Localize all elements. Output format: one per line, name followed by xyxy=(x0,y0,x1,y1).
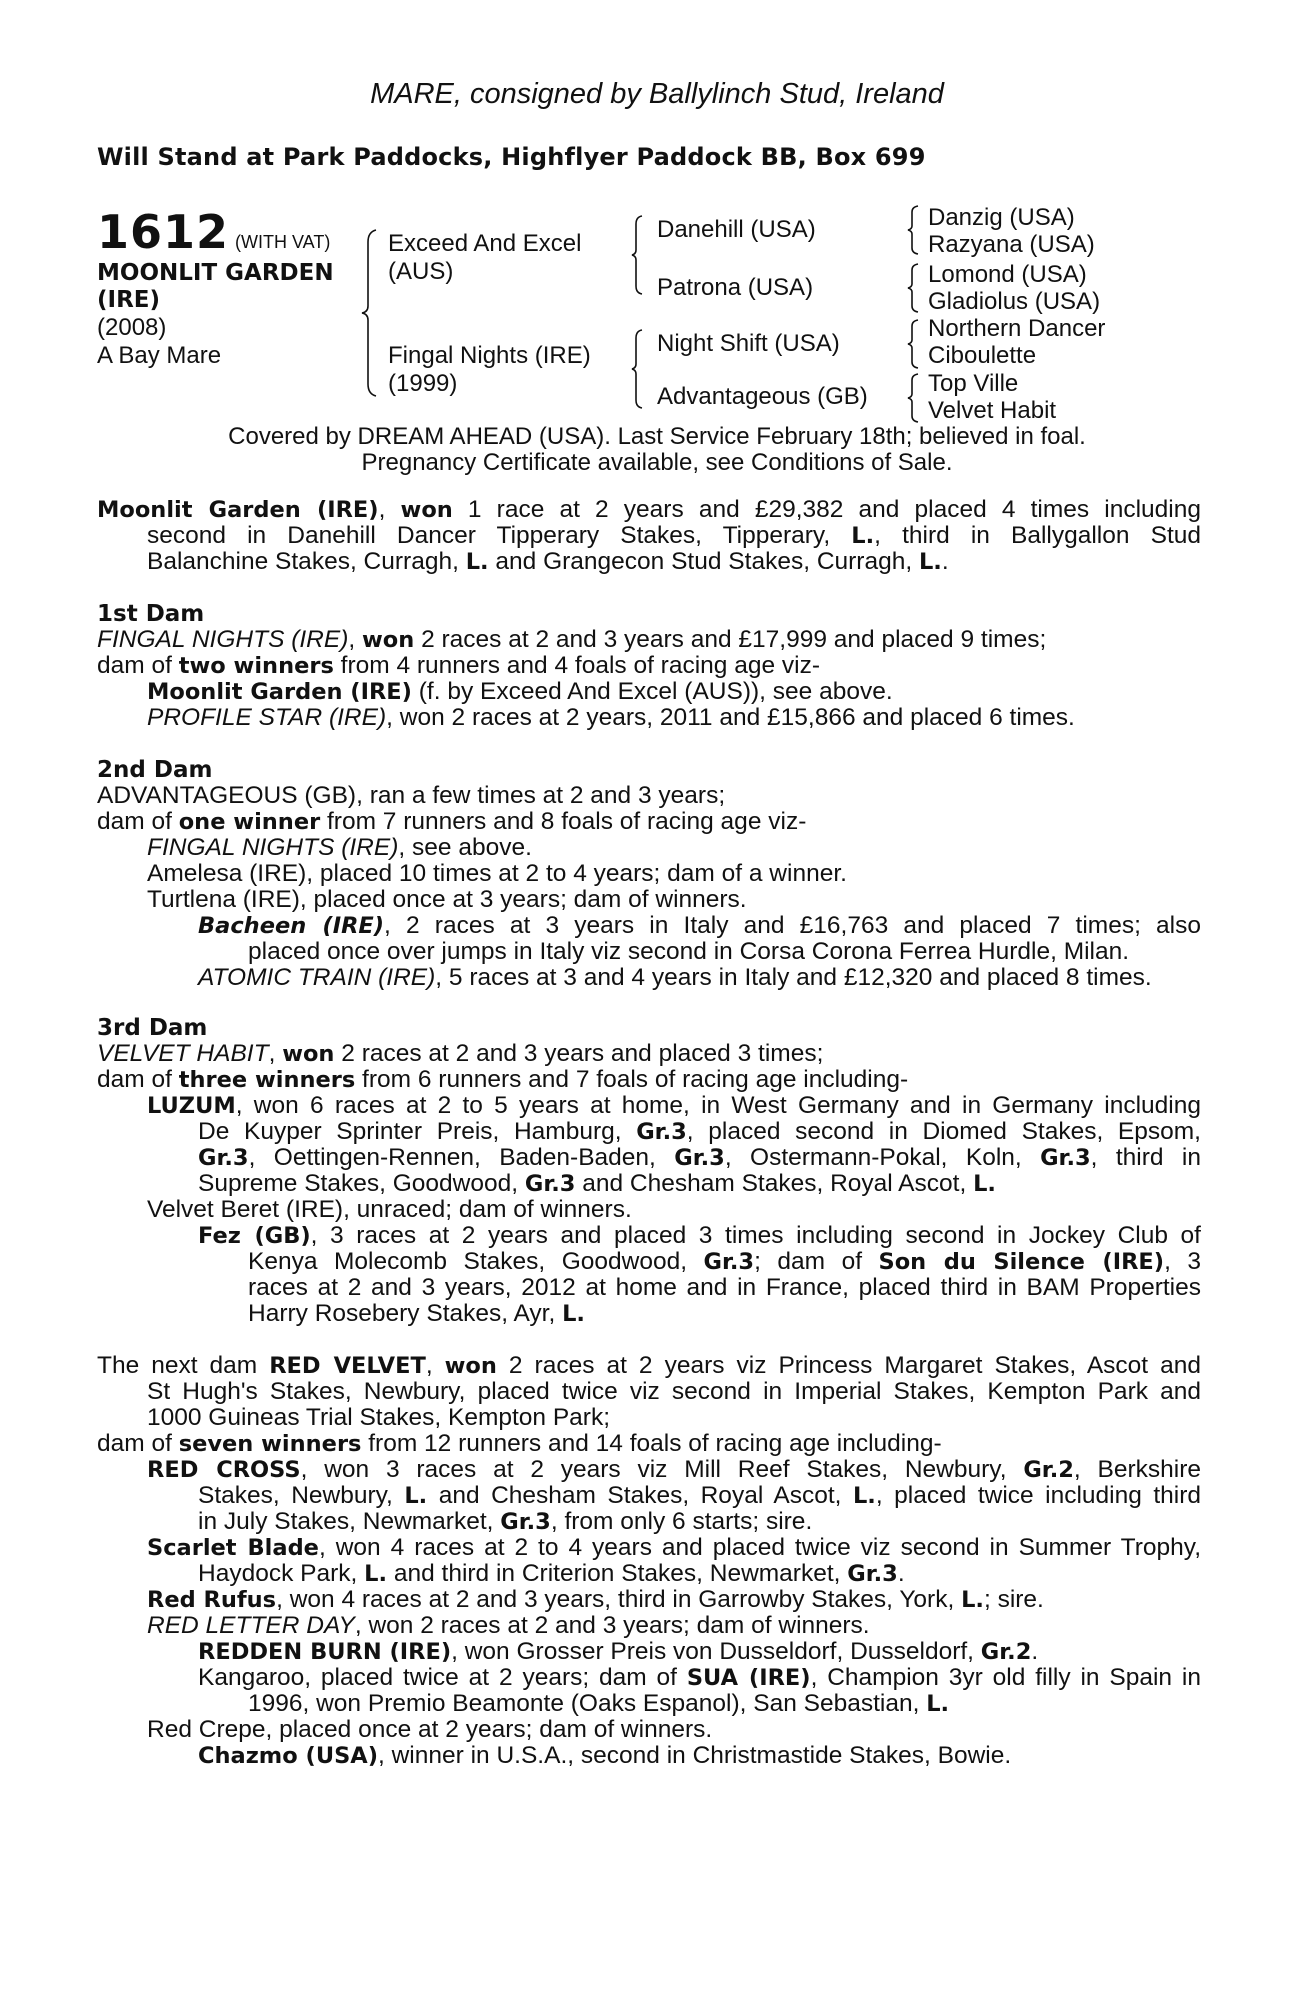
dam-dam: Advantageous (GB) xyxy=(657,383,868,410)
heading-2nd-dam: 2nd Dam xyxy=(97,757,213,783)
produce-line: De Kuyper Sprinter Preis, Hamburg, Gr.3, placed second in Diomed Stakes, Epsom, xyxy=(198,1118,1201,1145)
heading-1st-dam: 1st Dam xyxy=(97,601,205,627)
covered-by: Covered by DREAM AHEAD (USA). Last Service February 18th; believed in foal. xyxy=(228,423,1086,450)
next-dam-line: 1000 Guineas Trial Stakes, Kempton Park; xyxy=(147,1404,611,1431)
pedigree-brace-dam xyxy=(630,328,644,410)
dam-record-line: dam of three winners from 6 runners and 7 foals of racing age including- xyxy=(97,1066,909,1093)
produce-line: Kangaroo, placed twice at 2 years; dam of SUA (IRE), Champion 3yr old filly in Spain in xyxy=(198,1664,1201,1691)
dam-name: Fingal Nights (IRE) xyxy=(388,342,591,369)
foaling-year: (2008) xyxy=(97,314,167,341)
produce-line: Scarlet Blade, won 4 races at 2 to 4 years and placed twice viz second in Summer Trophy, xyxy=(147,1534,1201,1561)
ped-dsd: Ciboulette xyxy=(928,342,1037,369)
pedigree-brace-main xyxy=(360,228,380,398)
ped-sds: Lomond (USA) xyxy=(928,261,1087,288)
horse-name-line2: (IRE) xyxy=(97,287,161,313)
produce-line: Chazmo (USA), winner in U.S.A., second in Christmastide Stakes, Bowie. xyxy=(198,1742,1012,1769)
ped-dds: Top Ville xyxy=(928,370,1019,397)
next-dam-line: dam of seven winners from 12 runners and 14 foals of racing age including- xyxy=(97,1430,942,1457)
dam-record-line: dam of two winners from 4 runners and 4 foals of racing age viz- xyxy=(97,652,821,679)
produce-line: RED LETTER DAY, won 2 races at 2 and 3 years; dam of winners. xyxy=(147,1612,870,1639)
produce-line: ATOMIC TRAIN (IRE), 5 races at 3 and 4 years in Italy and £12,320 and placed 8 times. xyxy=(198,964,1152,991)
vat-note: (WITH VAT) xyxy=(235,232,331,252)
lot-number-block xyxy=(97,205,330,259)
lot-number: 1612 xyxy=(97,205,230,259)
dam-record-line: dam of one winner from 7 runners and 8 foals of racing age viz- xyxy=(97,808,807,835)
pedigree-brace-dd xyxy=(906,372,920,424)
produce-line: Stakes, Newbury, L. and Chesham Stakes, Royal Ascot, L., placed twice including third xyxy=(198,1482,1201,1509)
produce-line: Fez (GB), 3 races at 2 years and placed 3 times including second in Jockey Club of xyxy=(198,1222,1201,1249)
race-record-line: second in Danehill Dancer Tipperary Stakes, Tipperary, L., third in Ballygallon Stud xyxy=(147,522,1201,549)
produce-line: Red Crepe, placed once at 2 years; dam of winners. xyxy=(147,1716,713,1743)
ped-sdd: Gladiolus (USA) xyxy=(928,288,1101,315)
produce-line: Harry Rosebery Stakes, Ayr, L. xyxy=(248,1300,585,1327)
next-dam-line: St Hugh's Stakes, Newbury, placed twice viz second in Imperial Stakes, Kempton Park and xyxy=(147,1378,1201,1405)
sire-sire: Danehill (USA) xyxy=(657,216,816,243)
produce-line: races at 2 and 3 years, 2012 at home and in France, placed third in BAM Properties xyxy=(248,1274,1201,1301)
next-dam-line: The next dam RED VELVET, won 2 races at 2 years viz Princess Margaret Stakes, Ascot and xyxy=(97,1352,1202,1379)
produce-line: PROFILE STAR (IRE), won 2 races at 2 years, 2011 and £15,866 and placed 6 times. xyxy=(147,704,1075,731)
dam-record-line: VELVET HABIT, won 2 races at 2 and 3 years and placed 3 times; xyxy=(97,1040,824,1067)
produce-line: FINGAL NIGHTS (IRE), see above. xyxy=(147,834,532,861)
stand-location: Will Stand at Park Paddocks, Highflyer Paddock BB, Box 699 xyxy=(97,143,926,171)
produce-line: Red Rufus, won 4 races at 2 and 3 years, third in Garrowby Stakes, York, L.; sire. xyxy=(147,1586,1044,1613)
heading-3rd-dam: 3rd Dam xyxy=(97,1015,208,1041)
produce-line: Kenya Molecomb Stakes, Goodwood, Gr.3; dam of Son du Silence (IRE), 3 xyxy=(248,1248,1201,1275)
produce-line: REDDEN BURN (IRE), won Grosser Preis von Dusseldorf, Dusseldorf, Gr.2. xyxy=(198,1638,1039,1665)
sire-name: Exceed And Excel xyxy=(388,230,582,257)
sire-country: (AUS) xyxy=(388,258,454,285)
ped-ddd: Velvet Habit xyxy=(928,397,1057,424)
pregnancy-note: Pregnancy Certificate available, see Conditions of Sale. xyxy=(361,449,953,476)
ped-ssd: Razyana (USA) xyxy=(928,231,1095,258)
dam-sire: Night Shift (USA) xyxy=(657,330,840,357)
dam-record-line: ADVANTAGEOUS (GB), ran a few times at 2 and 3 years; xyxy=(97,782,726,809)
consignor-title: MARE, consigned by Ballylinch Stud, Ireland xyxy=(370,78,944,110)
race-record-line: Balanchine Stakes, Curragh, L. and Grangecon Stud Stakes, Curragh, L.. xyxy=(147,548,949,575)
ped-dss: Northern Dancer xyxy=(928,315,1106,342)
produce-line: Haydock Park, L. and third in Criterion Stakes, Newmarket, Gr.3. xyxy=(198,1560,905,1587)
ped-sss: Danzig (USA) xyxy=(928,204,1075,231)
produce-line: RED CROSS, won 3 races at 2 years viz Mill Reef Stakes, Newbury, Gr.2, Berkshire xyxy=(147,1456,1202,1483)
dam-record-line: FINGAL NIGHTS (IRE), won 2 races at 2 and 3 years and £17,999 and placed 9 times; xyxy=(97,626,1047,653)
produce-line: Turtlena (IRE), placed once at 3 years; dam of winners. xyxy=(147,886,747,913)
produce-line: Amelesa (IRE), placed 10 times at 2 to 4 years; dam of a winner. xyxy=(147,860,847,887)
race-record-line: Moonlit Garden (IRE), won 1 race at 2 years and £29,382 and placed 4 times including xyxy=(97,496,1201,523)
produce-line: Moonlit Garden (IRE) (f. by Exceed And Excel (AUS)), see above. xyxy=(147,678,893,705)
horse-description: A Bay Mare xyxy=(97,342,222,369)
produce-line: Supreme Stakes, Goodwood, Gr.3 and Chesham Stakes, Royal Ascot, L. xyxy=(198,1170,996,1197)
horse-name-line1: MOONLIT GARDEN xyxy=(97,260,334,286)
produce-line: 1996, won Premio Beamonte (Oaks Espanol), San Sebastian, L. xyxy=(248,1690,950,1717)
pedigree-brace-ds xyxy=(906,318,920,370)
produce-line: Gr.3, Oettingen-Rennen, Baden-Baden, Gr.3, Ostermann-Pokal, Koln, Gr.3, third in xyxy=(198,1144,1201,1171)
produce-line: Velvet Beret (IRE), unraced; dam of winners. xyxy=(147,1196,632,1223)
dam-year: (1999) xyxy=(388,370,458,397)
pedigree-brace-ss xyxy=(906,204,920,256)
produce-line: LUZUM, won 6 races at 2 to 5 years at home, in West Germany and in Germany including xyxy=(147,1092,1201,1119)
pedigree-brace-sd xyxy=(906,262,920,314)
pedigree-brace-sire xyxy=(630,214,644,296)
produce-line: Bacheen (IRE), 2 races at 3 years in Italy and £16,763 and placed 7 times; also xyxy=(198,912,1201,939)
sire-dam: Patrona (USA) xyxy=(657,274,814,301)
produce-line: in July Stakes, Newmarket, Gr.3, from only 6 starts; sire. xyxy=(198,1508,813,1535)
produce-line: placed once over jumps in Italy viz second in Corsa Corona Ferrea Hurdle, Milan. xyxy=(248,938,1130,965)
